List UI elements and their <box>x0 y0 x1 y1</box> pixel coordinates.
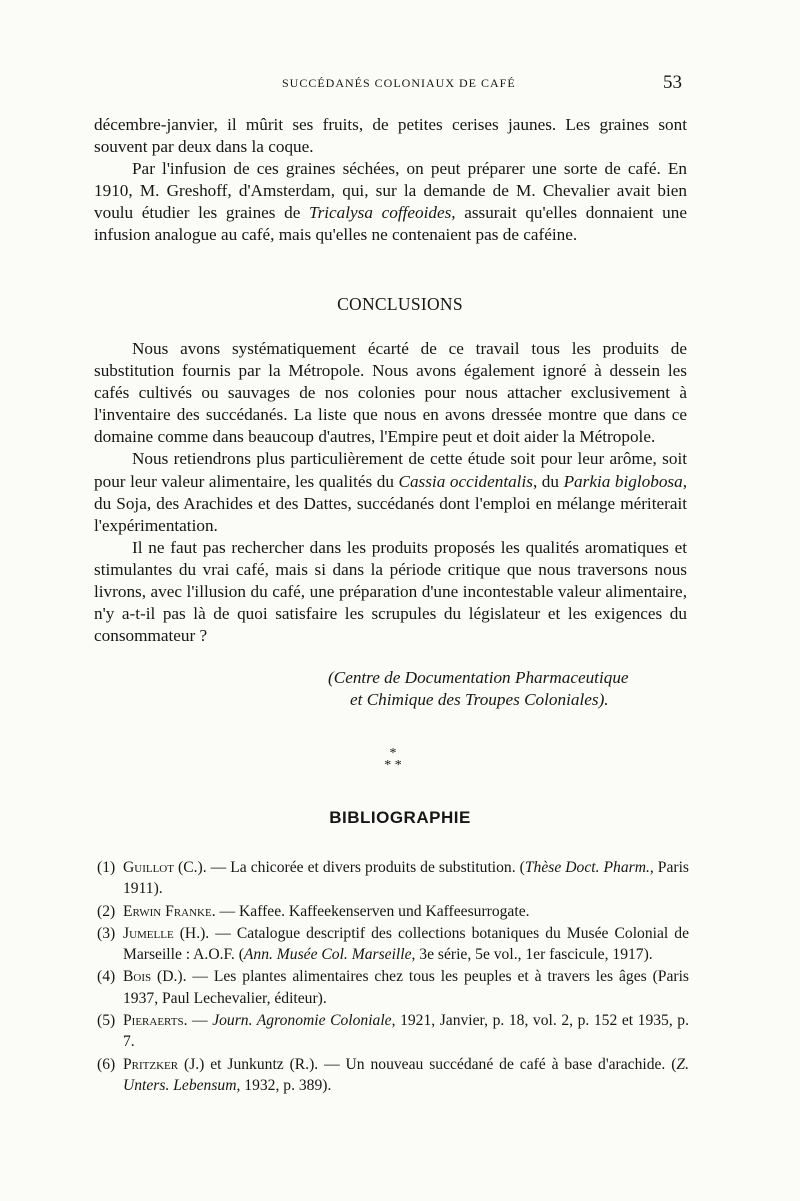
bibliography-entry-2 <box>97 901 689 922</box>
asterism-ornament <box>373 748 413 772</box>
conclusions-paragraph-1: Nous avons systématiquement écarté de ce travail tous les produits de substitution fournis par la Métropole. Nous avons également ignoré à dessein les cafés cultivés ou sauvages de nos colonies pour nous attacher exclusivement à l'inventaire des succédanés. La liste que nous en avons dressée montre que dans ce domaine comme dans beaucoup d'autres, l'Empire peut et doit aider la Métropole. <box>94 339 687 447</box>
intro-paragraph-2 <box>94 158 687 246</box>
entry-number: (3) <box>97 924 116 942</box>
entry-text-a: (C.). — La chicorée et divers produits de substitution. ( <box>173 859 525 876</box>
entry-title: Thèse Doct. Pharm. <box>524 859 650 876</box>
entry-text-a: (H.). — Catalogue descriptif des collections botaniques du Musée Colonial de Marseille : A.O.F. ( <box>123 924 689 964</box>
entry-text-b: , 1921, Janvier, p. 18, vol. 2, p. 152 et 1935, p. 7. <box>123 1012 689 1051</box>
running-title: SUCCÉDANÉS COLONIAUX DE CAFÉ <box>282 76 516 90</box>
bibliography-entry-4 <box>97 966 689 1009</box>
entry-text-b: , Paris 1911). <box>123 859 689 898</box>
parkia-name: Parkia biglobosa <box>563 471 683 491</box>
ornament-top: * <box>389 746 397 761</box>
signature-line-2: et Chimique des Troupes Coloniales). <box>350 690 609 709</box>
entry-author: Bois <box>123 968 152 986</box>
conclusions-p2-text-b: , du <box>532 471 564 491</box>
entry-author: Pieraerts <box>123 1012 184 1030</box>
conclusions-paragraph-2 <box>94 448 687 536</box>
page-number: 53 <box>663 72 682 93</box>
bibliography-entry-3 <box>97 923 689 966</box>
entry-title: Journ. Agronomie Coloniale <box>212 1012 392 1030</box>
conclusions-paragraph-3: Il ne faut pas rechercher dans les produits proposés les qualités aromatiques et stimulantes du vrai café, mais si dans la période critique que nous traversons nous livrons, avec l'illusion du café, une préparation d'une incontestable valeur alimentaire, n'y a-t-il pas là de quoi satisfaire les scrupules du législateur et les exigences du consommateur ? <box>94 537 687 646</box>
bibliography-entry-1 <box>97 857 689 900</box>
entry-text-b: , 3e série, 5e vol., 1er fascicule, 1917). <box>411 946 653 964</box>
conclusions-p2-text-c: , du Soja, des Arachides et des Dattes, succédanés dont l'emploi en mélange mériterait l'expérimentation. <box>94 471 688 535</box>
entry-author: Jumelle <box>123 924 174 942</box>
bibliography-entry-5 <box>97 1010 689 1053</box>
cassia-name: Cassia occidentalis <box>398 471 533 491</box>
bibliography-entry-6 <box>97 1054 689 1097</box>
entry-title: Z. Unters. Lebensum <box>123 1055 689 1094</box>
entry-author: Erwin Franke <box>123 902 212 920</box>
running-head <box>0 72 800 96</box>
intro-paragraph-1: décembre-janvier, il mûrit ses fruits, de petites cerises jaunes. Les graines sont souvent par deux dans la coque. <box>94 115 687 157</box>
signature <box>328 667 698 711</box>
entry-text-a: (D.). — Les plantes alimentaires chez tous les peuples et à travers les âges (Paris 1937, Paul Lechevalier, éditeur). <box>123 968 689 1007</box>
entry-author: Guillot <box>123 859 174 876</box>
species-name: Tricalysa coffeoides <box>308 203 452 223</box>
intro-p2-text-a: Par l'infusion de ces graines séchées, on peut préparer une sorte de café. En 1910, M. Greshoff, d'Amsterdam, qui, sur la demande de M. Chevalier avait bien voulu étudier les graines de <box>94 159 687 223</box>
conclusions-p2-text-a: Nous retiendrons plus particulièrement de cette étude soit pour leur arôme, soit pour leur valeur alimentaire, les qualités du <box>94 449 687 491</box>
conclusions-text <box>94 338 687 647</box>
entry-title: Ann. Musée Col. Marseille <box>243 946 412 964</box>
entry-number: (5) <box>97 1012 116 1030</box>
bibliography-heading: BIBLIOGRAPHIE <box>329 808 471 827</box>
entry-number: (2) <box>97 902 116 920</box>
intro-text <box>94 114 687 247</box>
entry-number: (1) <box>97 859 116 876</box>
intro-p2-text-b: , assurait qu'elles donnaient une infusion analogue au café, mais qu'elles ne contenaient pas de caféine. <box>94 203 687 245</box>
entry-text-b: , 1932, p. 389). <box>236 1076 332 1094</box>
entry-text-a: . — <box>183 1012 213 1030</box>
entry-number: (6) <box>97 1055 116 1073</box>
entry-author: Pritzker <box>123 1055 179 1073</box>
conclusions-heading: CONCLUSIONS <box>337 294 463 314</box>
signature-line-1: (Centre de Documentation Pharmaceutique <box>328 668 629 687</box>
entry-number: (4) <box>97 968 116 986</box>
ornament-bottom: * * <box>384 758 402 773</box>
entry-text-a: (J.) et Junkuntz (R.). — Un nouveau succédané de café à base d'arachide. ( <box>178 1055 677 1073</box>
bibliography-list <box>97 857 689 1097</box>
entry-text-a: . — Kaffee. Kaffeekenserven und Kaffeesurrogate. <box>211 902 530 920</box>
